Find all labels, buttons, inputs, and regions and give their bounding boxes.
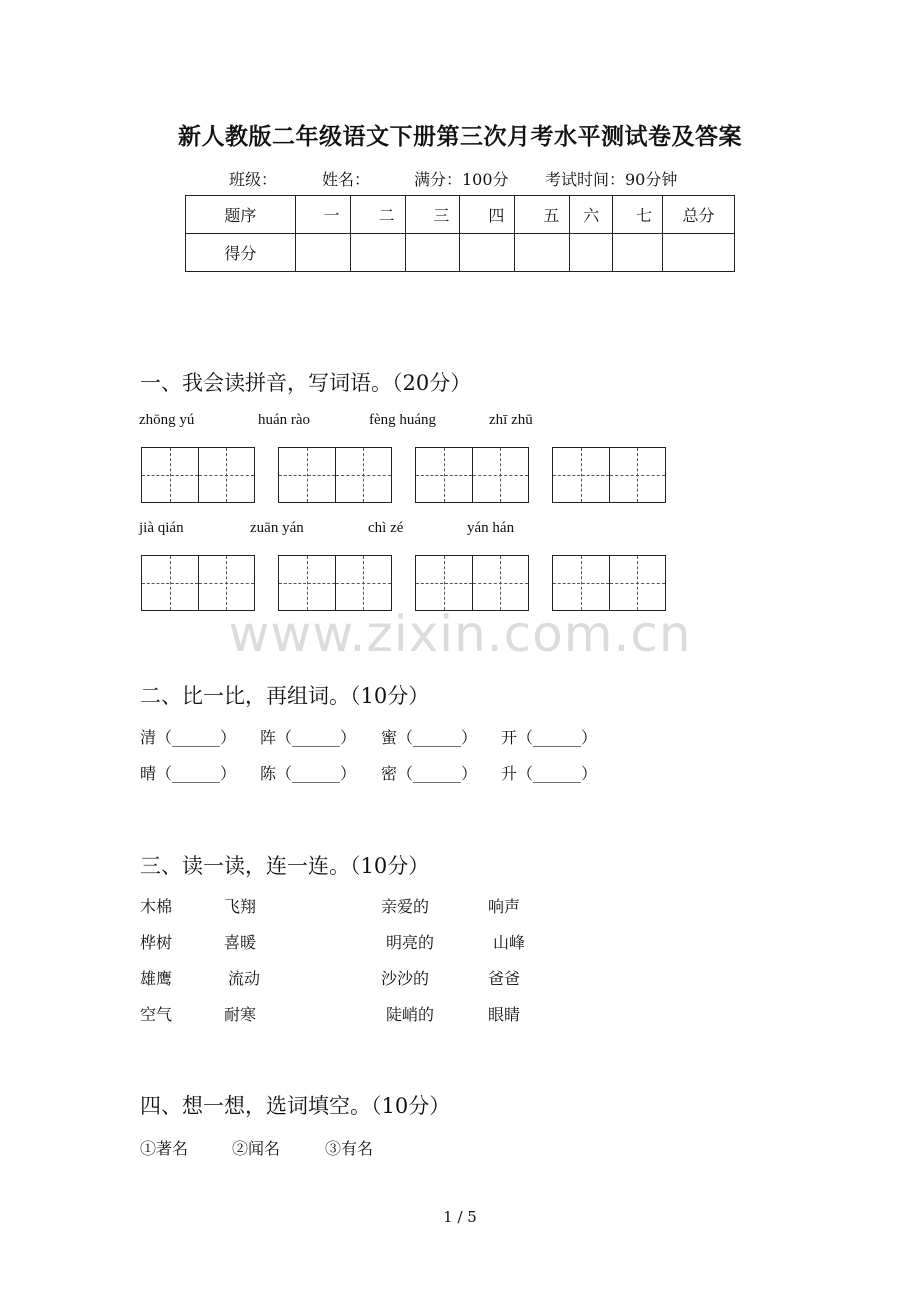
match-word: 木棉 — [140, 897, 173, 916]
score-cell[interactable] — [570, 234, 613, 272]
match-word: 亲爱的 — [381, 897, 430, 916]
score-cell[interactable] — [405, 234, 460, 272]
writing-box[interactable] — [278, 555, 392, 611]
match-word: 明亮的 — [386, 933, 435, 952]
pinyin-label: zuān yán — [250, 520, 304, 536]
score-row-label: 得分 — [186, 234, 296, 272]
writing-box[interactable] — [415, 555, 529, 611]
word-pair-item: 蜜（______） — [381, 728, 478, 747]
score-table-header: 三 — [405, 196, 460, 234]
page-number: 1 / 5 — [443, 1208, 477, 1226]
score-cell[interactable] — [350, 234, 405, 272]
match-word: 沙沙的 — [381, 969, 430, 988]
score-table-header: 题序 — [186, 196, 296, 234]
match-word: 爸爸 — [488, 969, 521, 988]
match-word: 飞翔 — [224, 897, 257, 916]
word-pair-item: 晴（______） — [140, 764, 237, 783]
writing-cell[interactable] — [416, 448, 472, 502]
match-word: 耐寒 — [224, 1005, 257, 1024]
word-pair-item: 开（______） — [501, 728, 598, 747]
score-table-header: 七 — [613, 196, 663, 234]
match-word: 山峰 — [493, 933, 526, 952]
writing-box[interactable] — [415, 447, 529, 503]
writing-cell[interactable] — [472, 556, 529, 610]
score-table-header: 五 — [515, 196, 570, 234]
score-table — [185, 195, 735, 272]
word-pair-item: 陈（______） — [260, 764, 357, 783]
match-word: 喜暖 — [224, 933, 257, 952]
pinyin-label: fèng huáng — [369, 412, 437, 428]
word-option: ①著名 — [140, 1139, 189, 1158]
score-cell[interactable] — [663, 234, 735, 272]
writing-box[interactable] — [141, 447, 255, 503]
writing-cell[interactable] — [609, 556, 666, 610]
writing-box[interactable] — [552, 555, 666, 611]
match-word: 空气 — [140, 1005, 173, 1024]
writing-cell[interactable] — [198, 556, 255, 610]
document-title: 新人教版二年级语文下册第三次月考水平测试卷及答案 — [178, 123, 742, 150]
score-cell[interactable] — [295, 234, 350, 272]
score-table-header: 四 — [460, 196, 515, 234]
writing-cell[interactable] — [279, 556, 335, 610]
writing-cell[interactable] — [553, 448, 609, 502]
score-table-header-row — [186, 196, 735, 234]
word-option: ②闻名 — [232, 1139, 281, 1158]
class-label: 班级： — [229, 170, 278, 189]
pinyin-label: chì zé — [368, 520, 404, 536]
writing-cell[interactable] — [553, 556, 609, 610]
section4-title: 四、想一想，选词填空。（10分） — [140, 1094, 451, 1118]
pinyin-label: jià qián — [139, 520, 184, 536]
word-pair-item: 升（______） — [501, 764, 598, 783]
exam-time-label: 考试时间：90分钟 — [545, 170, 678, 189]
word-option: ③有名 — [325, 1139, 374, 1158]
section3-title: 三、读一读，连一连。（10分） — [140, 854, 430, 878]
writing-cell[interactable] — [335, 448, 392, 502]
score-table-header: 总分 — [663, 196, 735, 234]
match-word: 响声 — [488, 897, 521, 916]
pinyin-label: zhōng yú — [139, 412, 195, 428]
score-cell[interactable] — [613, 234, 663, 272]
writing-cell[interactable] — [142, 556, 198, 610]
score-cell[interactable] — [460, 234, 515, 272]
score-cell[interactable] — [515, 234, 570, 272]
writing-cell[interactable] — [335, 556, 392, 610]
pinyin-label: huán rào — [258, 412, 311, 428]
writing-cell[interactable] — [279, 448, 335, 502]
score-table-header: 二 — [350, 196, 405, 234]
full-score-label: 满分：100分 — [414, 170, 509, 189]
pinyin-label: zhī zhū — [489, 412, 533, 428]
section1-title: 一、我会读拼音，写词语。（20分） — [140, 371, 472, 395]
match-word: 陡峭的 — [386, 1005, 435, 1024]
writing-cell[interactable] — [198, 448, 255, 502]
word-pair-item: 清（______） — [140, 728, 237, 747]
match-word: 雄鹰 — [140, 969, 173, 988]
score-table-header: 六 — [570, 196, 613, 234]
watermark: www.zixin.com.cn — [228, 605, 692, 663]
word-pair-item: 密（______） — [381, 764, 478, 783]
writing-box[interactable] — [552, 447, 666, 503]
match-word: 流动 — [228, 969, 261, 988]
match-word: 桦树 — [140, 933, 173, 952]
writing-box[interactable] — [141, 555, 255, 611]
section2-title: 二、比一比，再组词。（10分） — [140, 684, 430, 708]
score-table-score-row — [186, 234, 735, 272]
match-word: 眼睛 — [488, 1005, 521, 1024]
writing-cell[interactable] — [609, 448, 666, 502]
score-table-header: 一 — [295, 196, 350, 234]
word-pair-item: 阵（______） — [260, 728, 357, 747]
name-label: 姓名： — [322, 170, 371, 189]
pinyin-label: yán hán — [467, 520, 515, 536]
writing-cell[interactable] — [472, 448, 529, 502]
writing-cell[interactable] — [142, 448, 198, 502]
writing-box[interactable] — [278, 447, 392, 503]
writing-cell[interactable] — [416, 556, 472, 610]
